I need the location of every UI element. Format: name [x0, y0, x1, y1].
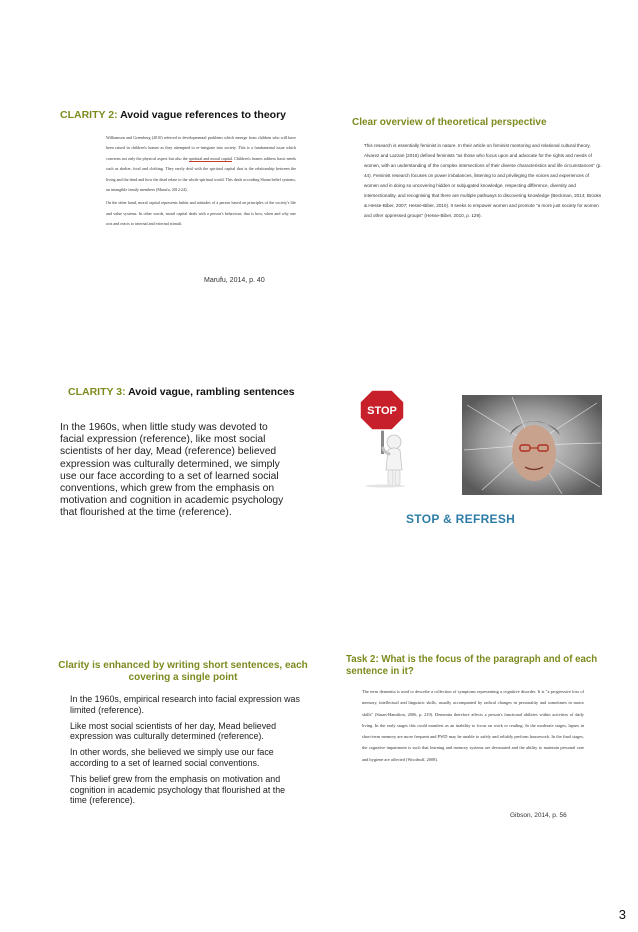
slide-heading: Avoid vague references to theory [120, 109, 287, 121]
slide-label: CLARITY 3: [68, 386, 126, 398]
citation: Marufu, 2014, p. 40 [204, 277, 265, 284]
slide-task-2 [320, 640, 620, 850]
rambling-sentence: In the 1960s, when little study was devoted to facial expression (reference), like most social scientists of her day, Mead (reference) believed expression was culturally determined, we simply use our face according to a set of learned social conventions, which grew from the emphasis on motivation and cognition in academic psychology that flourished at the time (reference). [60, 422, 284, 519]
excerpt-text: . Children's homes address basic needs such as shelter, food and clothing. They rarely deal with the spiritual capital that is the relationship between the living and the dead and how the dead relate to the whole spiritual world. This deals according Shona belief systems, an intangible family members (Marufu, 2012:24). [106, 155, 297, 193]
slide-clarity-3 [48, 370, 348, 580]
slide-stop-refresh [320, 370, 620, 580]
slide-heading: Avoid vague, rambling sentences [128, 386, 295, 398]
citation: Gibson, 2014, p. 56 [510, 812, 567, 819]
slide-title [68, 386, 295, 398]
stop-sign-figure-icon [350, 388, 420, 488]
page-number: 3 [618, 907, 626, 922]
excerpt-body: This research is essentially feminist in nature. In their article on feminist mentoring and relational cultural theory, Alvarez and Lazzari (2016) defined feminists "as those who focus upon and advocate for the rights and needs of women, with an understanding of the complex intersections of their diverse characteristics and life circumstances" (p. 44). Feminist research focuses on power imbalances, listening to and privileging the voices and experiences of women and in doing so uncovering hidden or subjugated knowledge, respecting difference, diversity and intersectionality, and recognising that there are multiple pathways to discovering knowledge (Beckman, 2014; Brooks & Hesse-Biber, 2007; Hesse-Biber, 2010). It seeks to empower women and promote "a more just society for women and other oppressed groups" (Hesse-Biber, 2010, p. 129). [364, 143, 602, 218]
list-item: In the 1960s, empirical research into facial expression was limited (reference). [70, 694, 300, 715]
slide-title: Clarity is enhanced by writing short sentences, each covering a single point [58, 660, 308, 683]
list-item: This belief grew from the emphasis on motivation and cognition in academic psychology that flourished at the time (reference). [70, 774, 286, 806]
slide-short-sentences [48, 640, 348, 850]
slide-theoretical-perspective [320, 95, 620, 305]
excerpt-paragraph: On the other hand, moral capital represents habits and attitudes of a person based on principles of the society's life and value systems. In other words, moral capital deals with a person's behaviour; that is how, when and why one acts and reacts to internal and external stimuli. [106, 200, 296, 227]
slide-title [60, 109, 286, 121]
list-item: In other words, she believed we simply use our face according to a set of learned social conventions. [70, 747, 274, 768]
slide-title: Task 2: What is the focus of the paragraph and of each sentence in it? [346, 654, 598, 677]
stop-sign-text: STOP [367, 405, 397, 417]
excerpt-paragraph [106, 133, 296, 195]
thesis-excerpt: The term dementia is used to describe a collection of symptoms representing a cognitive disorder. It is "a progressive loss of memory, intellectual and linguistic skills, usually accompanied by radical changes in personality and sometimes in motor skills" (Stuart-Hamilton, 2006, p. 219). Dementia therefore affects a person's functional abilities within activities of daily living. In the early stages this could manifest as an inability to focus on work or reading. In the moderate stages, lapses in short-term memory are more frequent and PWD may be unable to safely and reliably perform housework. In the final stages, the cognitive impairment is such that learning and memory systems are devastated and the ability to maintain personal care and hygiene are affected (Woodruff, 2008). [362, 689, 584, 762]
list-item: Like most social scientists of her day, Mead believed expression was culturally determined (reference). [70, 720, 277, 742]
underlined-phrase: spiritual and moral capital [188, 155, 233, 161]
stop-refresh-caption: STOP & REFRESH [406, 512, 516, 526]
thesis-excerpt [106, 133, 296, 233]
splash-photo-icon [462, 395, 602, 495]
sentence-list [70, 694, 302, 811]
slide-title: Clear overview of theoretical perspective [352, 117, 547, 128]
slide-label: CLARITY 2: [60, 109, 118, 121]
excerpt-text: Williamson and Greenberg (2010) referred to developmental problems which emerge from children who will have been raised in children's homes as they attempted to re-integrate into society. This is a fundamental issue which concerns not only the physical aspect but also the [106, 135, 296, 161]
slide-clarity-2 [48, 95, 348, 305]
